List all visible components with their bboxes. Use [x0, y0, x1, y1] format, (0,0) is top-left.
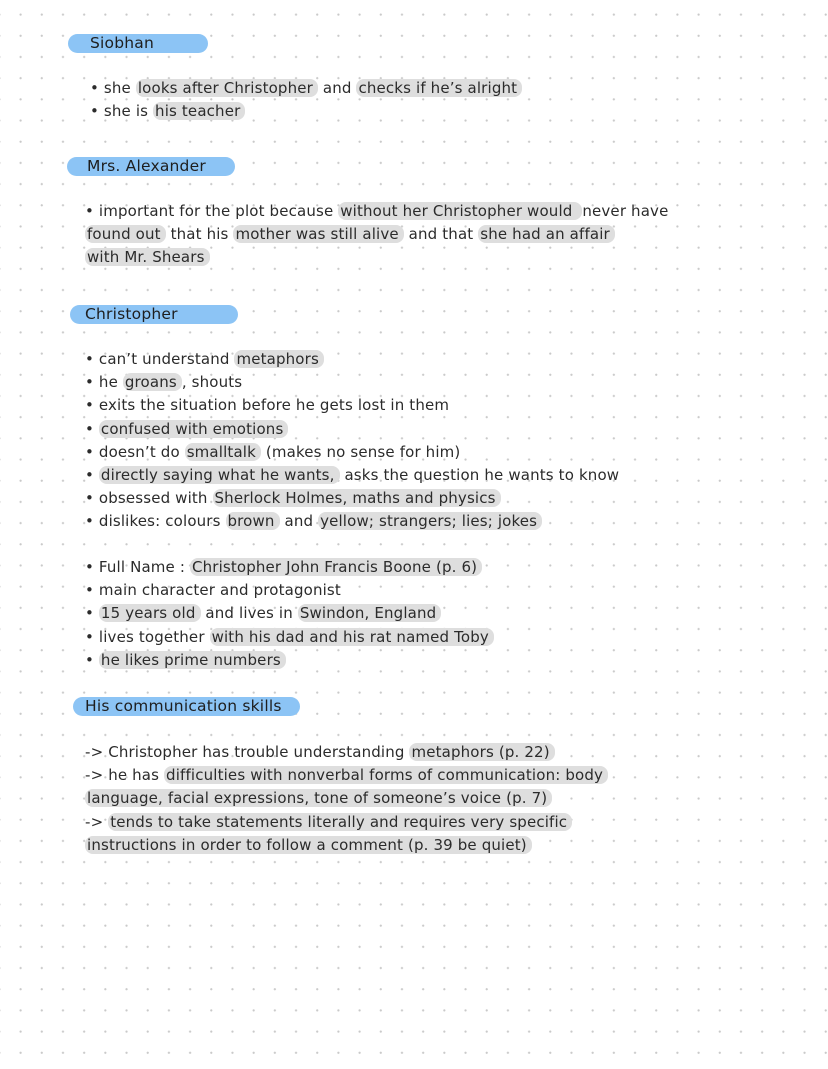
note-text: • she: [90, 79, 136, 97]
note-line: [85, 556, 494, 579]
highlighted-text: she had an affair: [478, 225, 615, 243]
note-line: [85, 223, 668, 246]
highlighted-text: found out: [85, 225, 166, 243]
christopher-notes: [85, 348, 619, 534]
highlighted-text: tends to take statements literally and requires very specific: [108, 813, 572, 831]
note-text: • lives together: [85, 627, 210, 646]
note-line: [90, 77, 522, 100]
note-line: [85, 510, 619, 533]
note-text: • doesn’t do: [85, 442, 185, 461]
note-line: [85, 787, 608, 810]
note-text: -> Christopher has trouble understanding: [85, 743, 410, 761]
note-text: • Full Name :: [85, 558, 190, 576]
note-text: and that: [403, 225, 479, 244]
heading-communication-skills: His communication skills: [73, 697, 300, 716]
note-text: • obsessed with: [85, 489, 213, 508]
note-text: •: [85, 419, 99, 438]
note-line: [85, 811, 608, 834]
note-text: (makes no sense for him): [260, 442, 461, 461]
note-text: never have: [582, 202, 669, 220]
note-text: that his: [165, 225, 234, 244]
note-text: • she is: [90, 102, 154, 121]
note-line: [85, 764, 608, 787]
note-text: • important for the plot because: [85, 202, 339, 220]
note-text: • dislikes: colours: [85, 512, 226, 531]
note-line: [85, 348, 619, 371]
note-line: [85, 394, 619, 417]
note-text: and lives in: [200, 604, 298, 623]
note-line: [85, 246, 668, 269]
highlighted-text: metaphors (p. 22): [409, 743, 554, 761]
heading-siobhan: Siobhan: [68, 34, 208, 53]
note-line: [85, 579, 494, 602]
highlighted-text: brown: [226, 512, 280, 530]
note-text: • can’t understand: [85, 350, 235, 368]
note-line: [85, 464, 619, 487]
note-text: ->: [85, 812, 109, 831]
highlighted-text: directly saying what he wants,: [99, 466, 340, 484]
highlighted-text: groans: [123, 373, 182, 391]
heading-mrs-alexander: Mrs. Alexander: [67, 157, 235, 176]
communication-notes: [85, 741, 608, 857]
highlighted-text: 15 years old: [99, 604, 201, 622]
mrs-alexander-notes: [85, 200, 668, 270]
note-line: [85, 741, 608, 764]
note-line: [85, 487, 619, 510]
highlighted-text: with Mr. Shears: [85, 248, 210, 266]
note-text: • main character and protagonist: [85, 581, 341, 600]
note-text: -> he has: [85, 766, 165, 785]
note-text: asks the question he wants to know: [339, 465, 620, 484]
note-line: [85, 441, 619, 464]
note-line: [85, 602, 494, 625]
christopher-facts: [85, 556, 494, 672]
note-line: [85, 834, 608, 857]
highlighted-text: looks after Christopher: [136, 79, 318, 97]
highlighted-text: checks if he’s alright: [356, 79, 522, 97]
highlighted-text: metaphors: [234, 350, 323, 368]
note-text: • exits the situation before he gets lost in them: [85, 396, 450, 415]
highlighted-text: difficulties with nonverbal forms of communication: body: [164, 766, 608, 784]
note-text: and: [279, 512, 319, 531]
note-text: •: [85, 604, 99, 623]
highlighted-text: he likes prime numbers: [99, 651, 286, 669]
highlighted-text: with his dad and his rat named Toby: [210, 628, 494, 646]
note-line: [85, 649, 494, 672]
note-text: and: [317, 79, 357, 97]
highlighted-text: without her Christopher would: [338, 202, 582, 220]
highlighted-text: Christopher John Francis Boone (p. 6): [190, 558, 482, 576]
highlighted-text: instructions in order to follow a comment (p. 39 be quiet): [85, 836, 532, 854]
highlighted-text: confused with emotions: [99, 420, 289, 438]
note-line: [85, 418, 619, 441]
note-text: •: [85, 650, 99, 669]
note-text: •: [85, 465, 99, 484]
note-text: , shouts: [181, 373, 243, 392]
note-line: [90, 100, 522, 123]
heading-christopher: Christopher: [70, 305, 238, 324]
highlighted-text: Sherlock Holmes, maths and physics: [213, 489, 501, 507]
note-line: [85, 200, 668, 223]
highlighted-text: his teacher: [153, 102, 245, 120]
note-line: [85, 371, 619, 394]
highlighted-text: smalltalk: [185, 443, 261, 461]
highlighted-text: Swindon, England: [298, 604, 442, 622]
highlighted-text: yellow; strangers; lies; jokes: [318, 512, 542, 530]
highlighted-text: mother was still alive: [233, 225, 403, 243]
note-line: [85, 626, 494, 649]
siobhan-notes: [90, 77, 522, 123]
note-text: • he: [85, 373, 123, 392]
highlighted-text: language, facial expressions, tone of someone’s voice (p. 7): [85, 789, 552, 807]
